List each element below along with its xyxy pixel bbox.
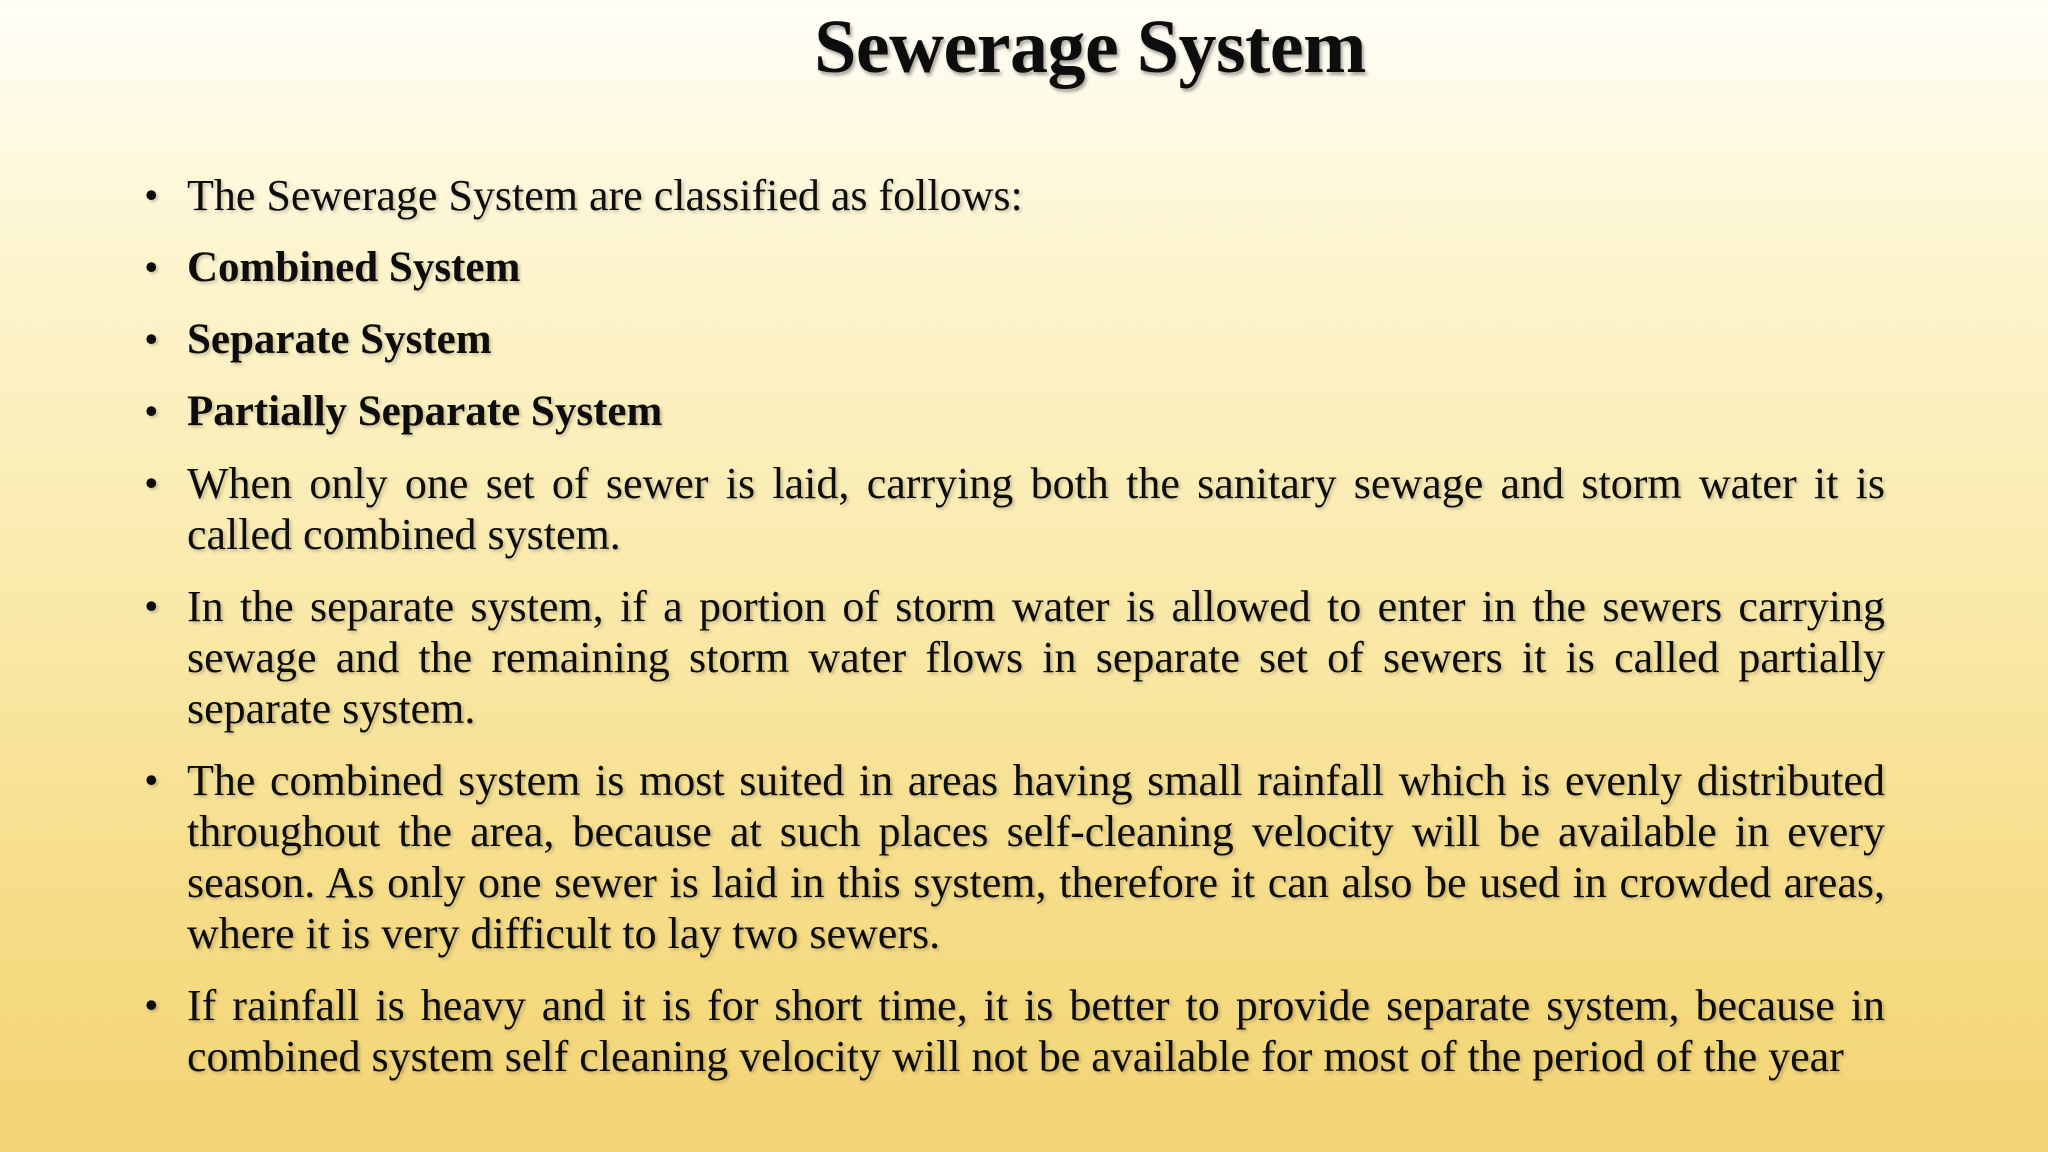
bullet-text: In the separate system, if a portion of storm water is allowed to enter in the sewers carrying sewage and the remaining storm water flows in separate set of sewers it is called partially separate system.	[187, 582, 1885, 733]
bullet-item-heavy-rainfall	[140, 980, 1885, 1082]
bullet-text: Combined System	[187, 244, 521, 291]
bullet-dot-icon: •	[145, 391, 158, 431]
bullet-item-combined-suitability	[140, 755, 1885, 959]
bullet-text: Separate System	[187, 316, 492, 363]
bullet-text: Partially Separate System	[187, 388, 663, 435]
bullet-item-partial-definition	[140, 581, 1885, 734]
bullet-item-intro	[140, 170, 1885, 221]
bullet-dot-icon: •	[145, 760, 158, 800]
bullet-dot-icon: •	[145, 319, 158, 359]
bullet-text: If rainfall is heavy and it is for short time, it is better to provide separate system, because in combined system self cleaning velocity will not be available for most of the period of the year	[187, 981, 1885, 1081]
bullet-text: When only one set of sewer is laid, carrying both the sanitary sewage and storm water it is called combined system.	[187, 459, 1885, 559]
bullet-item-combined-system	[140, 242, 1885, 293]
bullet-item-combined-definition	[140, 458, 1885, 560]
bullet-dot-icon: •	[145, 175, 158, 215]
bullet-dot-icon: •	[145, 463, 158, 503]
bullet-dot-icon: •	[145, 247, 158, 287]
bullet-dot-icon: •	[145, 985, 158, 1025]
bullet-item-separate-system	[140, 314, 1885, 365]
slide-title: Sewerage System	[814, 5, 1366, 89]
bullet-text: The Sewerage System are classified as follows:	[187, 171, 1023, 220]
bullet-item-partially-separate-system	[140, 386, 1885, 437]
bullet-list	[140, 170, 1885, 1103]
bullet-text: The combined system is most suited in areas having small rainfall which is evenly distributed throughout the area, because at such places self-cleaning velocity will be available in every season. As only one sewer is laid in this system, therefore it can also be used in crowded areas, where it is very difficult to lay two sewers.	[187, 756, 1885, 958]
bullet-dot-icon: •	[145, 586, 158, 626]
